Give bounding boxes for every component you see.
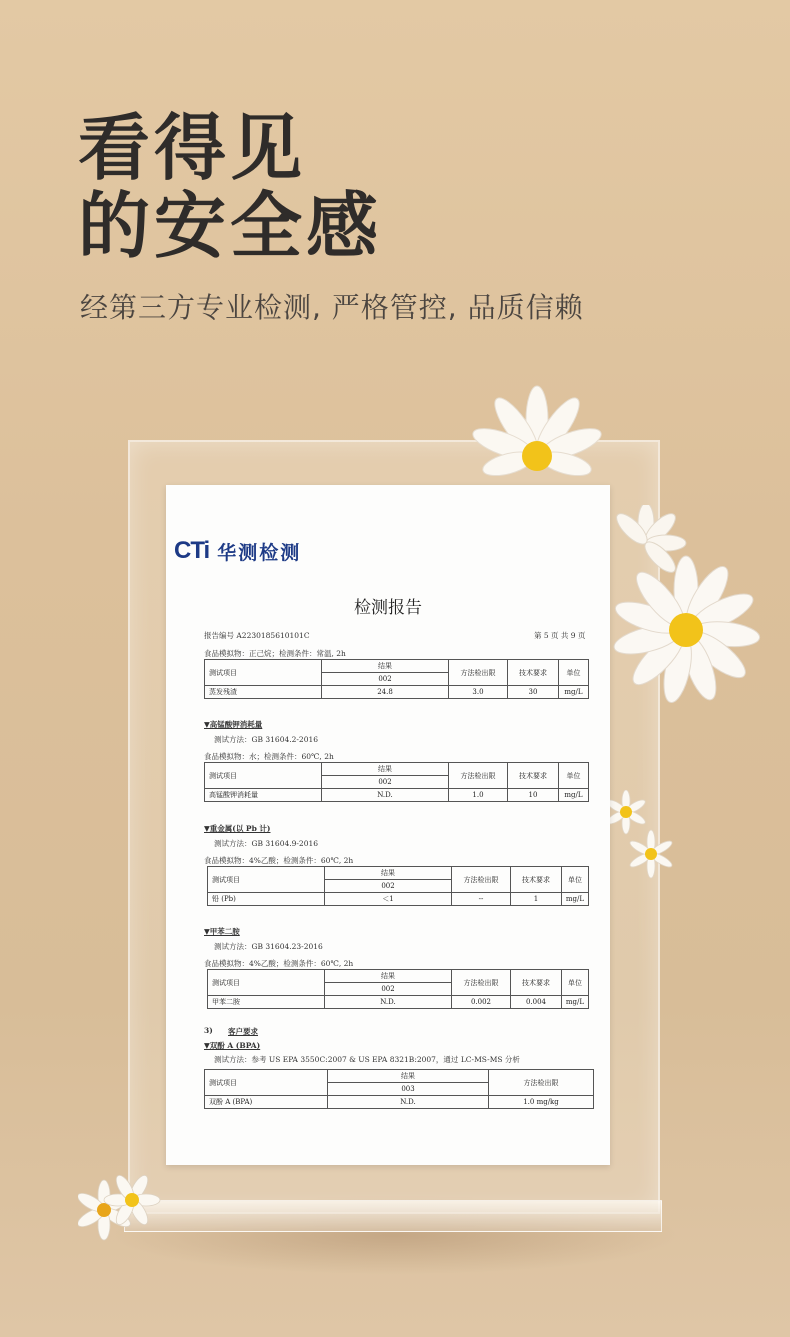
condition-3: 食品模拟物：4%乙酸；检测条件：60℃, 2h	[204, 856, 354, 865]
th-req: 技术要求	[511, 970, 562, 996]
cell-value: ＜1	[325, 893, 452, 906]
cell-value: N.D.	[322, 789, 449, 802]
daisy-small-right-icon	[606, 790, 676, 880]
daisy-bottom-left-icon	[78, 1172, 168, 1242]
th-req: 技术要求	[508, 660, 559, 686]
cell-value: 24.8	[322, 686, 449, 699]
daisy-top-icon	[462, 378, 612, 488]
result-table-1	[204, 659, 589, 699]
cell-lod: 0.002	[452, 996, 511, 1009]
section-5-heading: 客户要求	[228, 1027, 258, 1036]
th-req: 技术要求	[511, 867, 562, 893]
report-number: 报告编号 A2230185610101C	[204, 631, 310, 640]
th-req: 技术要求	[508, 763, 559, 789]
cell-req: 30	[508, 686, 559, 699]
th-sample: 003	[328, 1083, 489, 1096]
cell-req: 1	[511, 893, 562, 906]
cell-unit: mg/L	[559, 789, 589, 802]
daisy-side-icon	[608, 505, 690, 575]
cell-lod: 1.0	[449, 789, 508, 802]
cell-req: 10	[508, 789, 559, 802]
section-5-sub: ▼双酚 A (BPA)	[204, 1041, 261, 1050]
condition-1: 食品模拟物：正己烷；检测条件：常温, 2h	[204, 649, 346, 658]
th-lod: 方法检出限	[452, 867, 511, 893]
cell-lod: 1.0 mg/kg	[489, 1096, 594, 1109]
th-sample: 002	[322, 673, 449, 686]
logo-brand: CTi	[174, 537, 210, 564]
cell-unit: mg/L	[559, 686, 589, 699]
th-item: 测试项目	[208, 970, 325, 996]
th-result: 结果	[322, 660, 449, 673]
th-lod: 方法检出限	[452, 970, 511, 996]
cell-lod: --	[452, 893, 511, 906]
th-lod: 方法检出限	[449, 660, 508, 686]
method-4: 测试方法：GB 31604.23-2016	[214, 942, 323, 951]
cell-item: 双酚 A (BPA)	[205, 1096, 328, 1109]
condition-2: 食品模拟物：水；检测条件：60℃, 2h	[204, 752, 334, 761]
th-result: 结果	[325, 970, 452, 983]
method-3: 测试方法：GB 31604.9-2016	[214, 839, 319, 848]
cell-value: N.D.	[325, 996, 452, 1009]
section-3-heading: ▼重金属(以 Pb 计)	[204, 824, 271, 833]
section-2-heading: ▼高锰酸钾消耗量	[204, 720, 263, 729]
th-item: 测试项目	[205, 763, 322, 789]
th-unit: 单位	[559, 660, 589, 686]
th-sample: 002	[322, 776, 449, 789]
th-unit: 单位	[562, 867, 589, 893]
section-4-heading: ▼甲苯二胺	[204, 927, 240, 936]
headline-line2: 的安全感	[78, 184, 383, 268]
th-sample: 002	[325, 983, 452, 996]
th-sample: 002	[325, 880, 452, 893]
cell-item: 铅 (Pb)	[208, 893, 325, 906]
method-2: 测试方法：GB 31604.2-2016	[214, 735, 319, 744]
acrylic-base	[124, 1200, 662, 1232]
cell-value: N.D.	[328, 1096, 489, 1109]
th-item: 测试项目	[205, 660, 322, 686]
method-5: 测试方法：参考 US EPA 3550C:2007 & US EPA 8321B:2007，通过 LC-MS-MS 分析	[214, 1055, 520, 1064]
page-number: 第 5 页 共 9 页	[534, 631, 586, 640]
result-table-4	[207, 969, 589, 1009]
cti-logo	[174, 537, 301, 565]
result-table-3	[207, 866, 589, 906]
th-result: 结果	[322, 763, 449, 776]
th-unit: 单位	[559, 763, 589, 789]
cell-item: 甲苯二胺	[208, 996, 325, 1009]
cell-lod: 3.0	[449, 686, 508, 699]
section-5-number: 3)	[204, 1026, 213, 1035]
subtitle: 经第三方专业检测, 严格管控, 品质信赖	[80, 291, 584, 324]
cell-unit: mg/L	[562, 893, 589, 906]
th-result: 结果	[325, 867, 452, 880]
th-lod: 方法检出限	[449, 763, 508, 789]
th-item: 测试项目	[208, 867, 325, 893]
result-table-5	[204, 1069, 594, 1109]
th-unit: 单位	[562, 970, 589, 996]
cell-item: 高锰酸钾消耗量	[205, 789, 322, 802]
report-title: 检测报告	[354, 598, 422, 618]
cell-item: 蒸发残渣	[205, 686, 322, 699]
logo-company-name: 华测检测	[217, 541, 302, 564]
cell-req: 0.004	[511, 996, 562, 1009]
th-lod: 方法检出限	[489, 1070, 594, 1096]
th-item: 测试项目	[205, 1070, 328, 1096]
test-report-paper	[166, 485, 610, 1165]
th-result: 结果	[328, 1070, 489, 1083]
cell-unit: mg/L	[562, 996, 589, 1009]
result-table-2	[204, 762, 589, 802]
headline-line1: 看得见	[78, 106, 307, 190]
condition-4: 食品模拟物：4%乙酸；检测条件：60℃, 2h	[204, 959, 354, 968]
